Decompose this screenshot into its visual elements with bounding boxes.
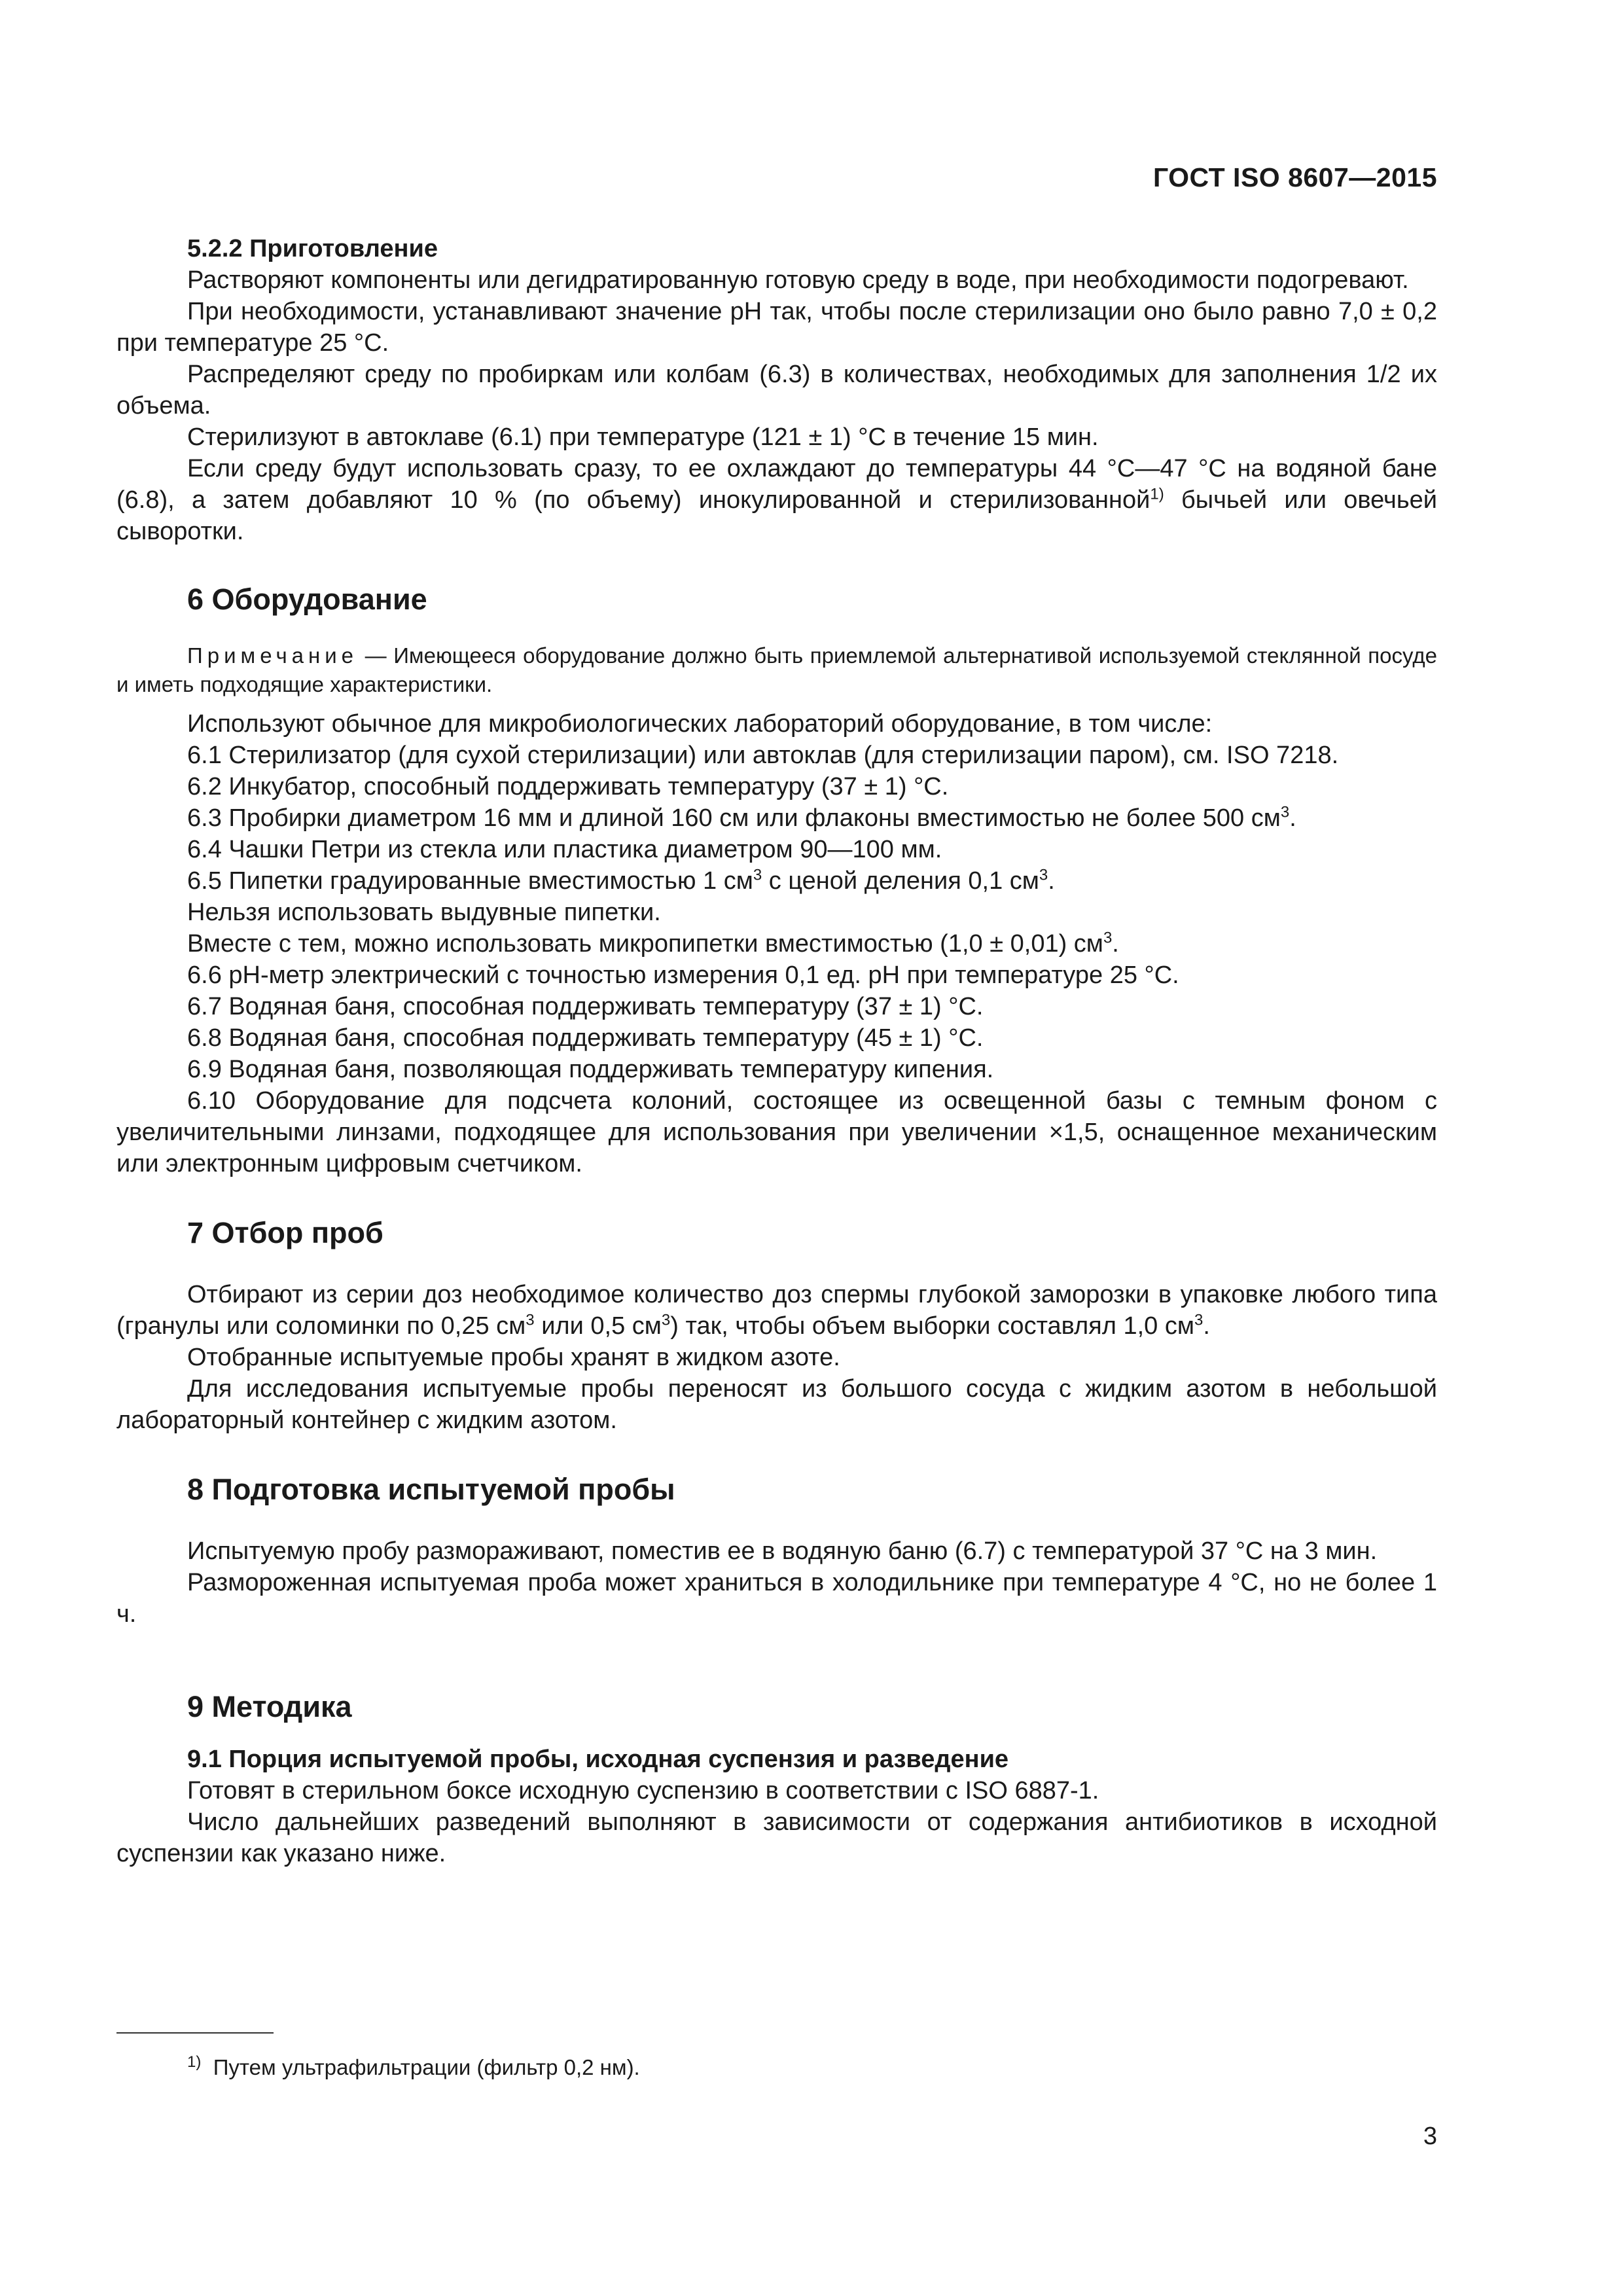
page-number: 3 (1423, 2123, 1437, 2150)
footnote-text: Путем ультрафильтрации (фильтр 0,2 нм). (213, 2055, 640, 2079)
text: Отбирают из серии доз необходимое количество доз спермы глубокой заморозки в упаковке любого типа (гранулы или соломинки по 0,25 см (116, 1281, 1437, 1340)
superscript: 3 (1103, 929, 1113, 947)
paragraph: Испытуемую пробу размораживают, поместив ее в водяную баню (6.7) с температурой 37 °С на 3 мин. (187, 1537, 1378, 1565)
superscript: 3 (526, 1311, 535, 1329)
footnote-mark: 1) (187, 2053, 202, 2071)
page-body (116, 0, 1437, 1869)
text: или 0,5 см (534, 1312, 662, 1340)
heading-section-7: 7 Отбор проб (187, 1216, 383, 1249)
note (116, 641, 1437, 699)
paragraph (116, 453, 1437, 547)
footnote-divider (116, 2032, 274, 2034)
list-item (116, 802, 1437, 834)
text: ) так, чтобы объем выборки составлял 1,0 см (670, 1312, 1194, 1340)
heading-section-6: 6 Оборудование (187, 583, 427, 616)
paragraph: Отобранные испытуемые пробы хранят в жидком азоте. (187, 1344, 840, 1371)
text: Вместе с тем, можно использовать микропипетки вместимостью (1,0 ± 0,01) см (187, 930, 1103, 958)
paragraph: Стерилизуют в автоклаве (6.1) при температуре (121 ± 1) °С в течение 15 мин. (187, 423, 1099, 451)
note-label: Примечание (187, 643, 359, 668)
text: Если среду будут использовать сразу, то ее охлаждают до температуры 44 °С—47 °С на водяной бане (6.8), а затем добавляют 10 % (по объему) инокулированной и стерилизованной (116, 455, 1437, 514)
paragraph: Растворяют компоненты или дегидратированную готовую среду в воде, при необходимости подогревают. (187, 266, 1409, 294)
text: . (1289, 804, 1296, 832)
text: 6.3 Пробирки диаметром 16 мм и длиной 160 см или флаконы вместимостью не более 500 см (187, 804, 1281, 832)
document-header: ГОСТ ISO 8607—2015 (1152, 162, 1437, 192)
list-item: 6.9 Водяная баня, позволяющая поддерживать температуру кипения. (187, 1056, 994, 1083)
paragraph: Для исследования испытуемые пробы переносят из большого сосуда с жидким азотом в небольшой лабораторный контейнер с жидким азотом. (116, 1375, 1437, 1434)
heading-5-2-2: 5.2.2 Приготовление (187, 235, 438, 262)
list-item: 6.10 Оборудование для подсчета колоний, состоящее из освещенной базы с темным фоном с увеличительными линзами, подходящее для использования при увеличении ×1,5, оснащенное механическим или электронным цифровым счетчиком. (116, 1087, 1437, 1177)
paragraph: Используют обычное для микробиологических лабораторий оборудование, в том числе: (187, 710, 1213, 738)
text: с ценой деления 0,1 см (762, 867, 1039, 895)
paragraph: Распределяют среду по пробиркам или колбам (6.3) в количествах, необходимых для заполнения 1/2 их объема. (116, 361, 1437, 420)
superscript: 3 (661, 1311, 671, 1329)
superscript: 3 (1194, 1311, 1204, 1329)
paragraph: Размороженная испытуемая проба может храниться в холодильнике при температуре 4 °С, но не более 1 ч. (116, 1569, 1437, 1628)
list-item: 6.6 pH-метр электрический с точностью измерения 0,1 ед. pH при температуре 25 °С. (187, 961, 1179, 989)
heading-section-9: 9 Методика (187, 1690, 352, 1723)
superscript: 3 (753, 866, 762, 884)
text: . (1048, 867, 1055, 895)
paragraph: Нельзя использовать выдувные пипетки. (187, 899, 661, 926)
list-item (116, 865, 1437, 897)
text: . (1112, 930, 1119, 958)
text: . (1203, 1312, 1210, 1340)
paragraph (116, 1279, 1437, 1342)
text: 6.5 Пипетки градуированные вместимостью 1 см (187, 867, 753, 895)
list-item: 6.4 Чашки Петри из стекла или пластика диаметром 90—100 мм. (187, 836, 942, 863)
heading-9-1: 9.1 Порция испытуемой пробы, исходная суспензия и разведение (187, 1746, 1009, 1773)
note-text: — Имеющееся оборудование должно быть приемлемой альтернативой используемой стеклянной посуде и иметь подходящие характеристики. (116, 643, 1437, 696)
paragraph: При необходимости, устанавливают значение pH так, чтобы после стерилизации оно было равно 7,0 ± 0,2 при температуре 25 °С. (116, 298, 1437, 357)
list-item: 6.2 Инкубатор, способный поддерживать температуру (37 ± 1) °С. (187, 773, 949, 800)
list-item: 6.7 Водяная баня, способная поддерживать температуру (37 ± 1) °С. (187, 993, 984, 1020)
superscript: 3 (1039, 866, 1048, 884)
paragraph (116, 928, 1437, 960)
superscript: 3 (1280, 803, 1290, 821)
footnote (187, 2055, 640, 2080)
list-item: 6.1 Стерилизатор (для сухой стерилизации) или автоклав (для стерилизации паром), см. ISO 7218. (187, 742, 1339, 769)
heading-section-8: 8 Подготовка испытуемой пробы (187, 1473, 675, 1506)
text: бычьей или овечьей сыворотки. (116, 486, 1437, 545)
footnote-ref: 1) (1150, 485, 1164, 503)
paragraph: Число дальнейших разведений выполняют в зависимости от содержания антибиотиков в исходной суспензии как указано ниже. (116, 1808, 1437, 1867)
paragraph: Готовят в стерильном боксе исходную суспензию в соответствии с ISO 6887-1. (187, 1777, 1099, 1804)
list-item: 6.8 Водяная баня, способная поддерживать температуру (45 ± 1) °С. (187, 1024, 984, 1052)
